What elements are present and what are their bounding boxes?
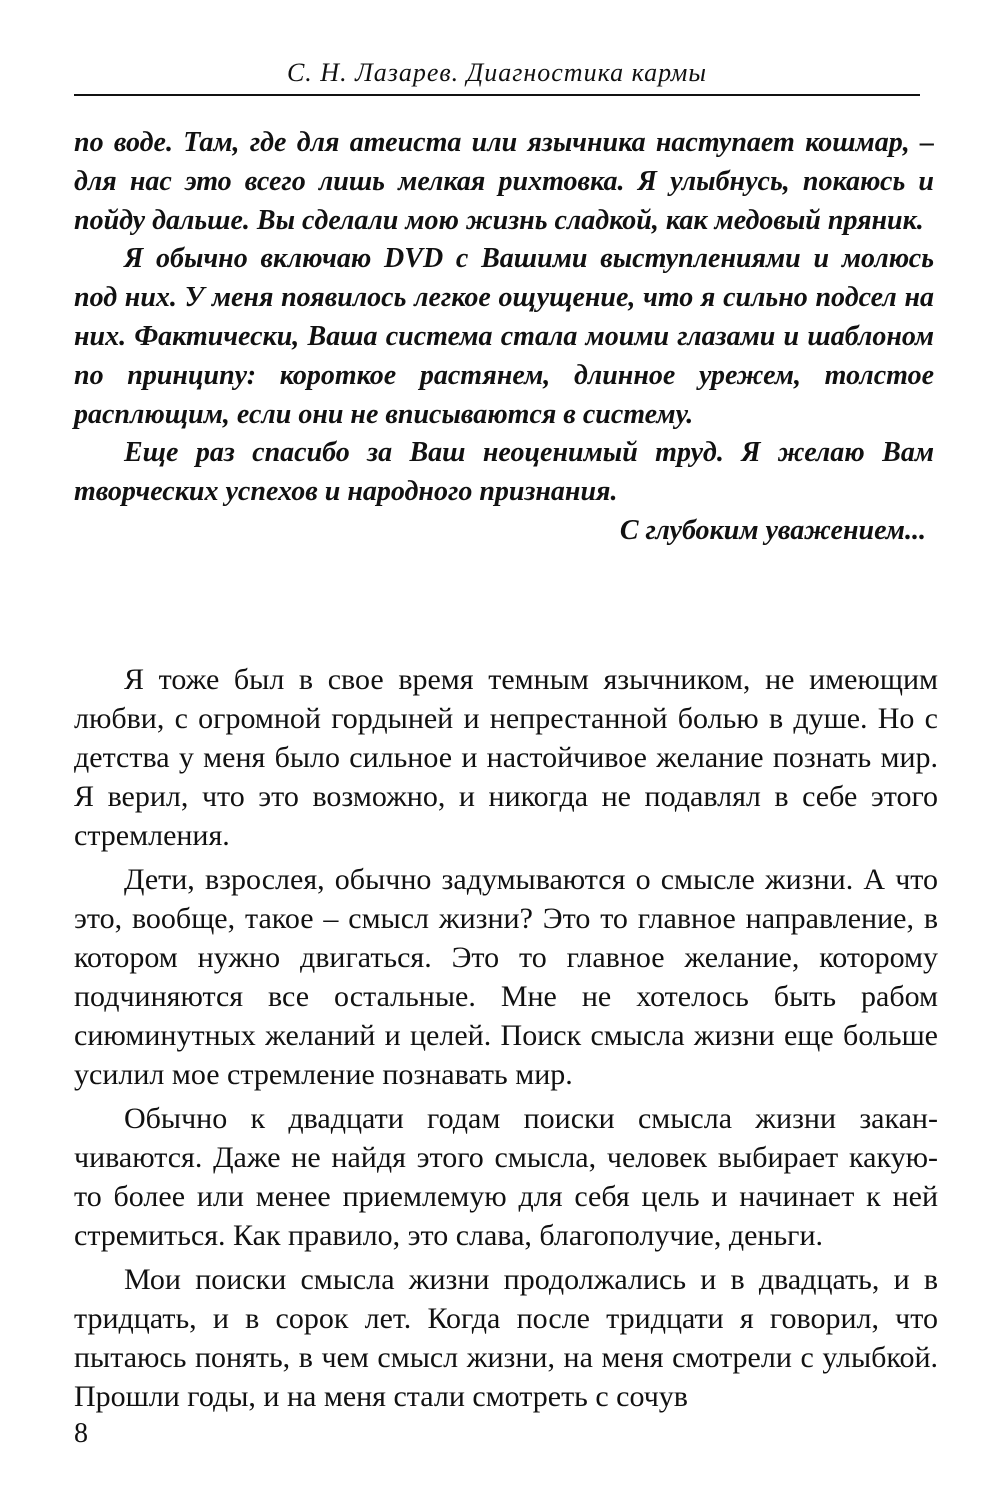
body-paragraph: Дети, взрослея, обычно задумываются о смысле жизни. А что это, вообще, такое – смысл жизни? Это то главное направление, в котором нужно двигаться. Это то главное желание, которому подчиняются все остальные. Мне не хотелось быть рабом сиюминутных желаний и целей. Поиск смысла жизни еще больше усилил мое стремление познавать мир. [74,863,938,1091]
letter-paragraph: по воде. Там, где для атеиста или язычника наступает кошмар, – для нас это всего лишь мелкая рихтовка. Я улыбнусь, покаюсь и пойду дальше. Вы сделали мою жизнь сладкой, как медовый пряник. [74,127,934,236]
letter-signoff: С глубоким уважением... [619,514,926,546]
page-number: 8 [74,1418,88,1449]
quoted-letter [74,124,934,551]
body-paragraph: Обычно к двадцати годам поиски смысла жизни заканчиваются. Даже не найдя этого смысла, человек выбирает какую-то более или менее приемлемую для себя цель и начинает к ней стремиться. Как правило, это слава, благополучие, деньги. [74,1102,938,1252]
body-paragraph: Я тоже был в свое время темным язычником, не имеющим любви, с огромной гордыней и непрестанной болью в душе. Но с детства у меня было сильное и настойчивое желание познать мир. Я верил, что это возможно, и никогда не подавлял в себе этого стремления. [74,663,938,852]
running-title: С. Н. Лазарев. Диагностика кармы [286,58,708,87]
letter-paragraph: Еще раз спасибо за Ваш неоценимый труд. Я желаю Вам творческих успехов и народного признания. [74,437,934,508]
letter-paragraph: Я обычно включаю DVD с Вашими выступлениями и молюсь под них. У меня появилось легкое ощущение, что я сильно подсел на них. Фактически, Ваша система стала моими глазами и шаблоном по принципу: короткое растянем, длинное урежем, толстое расплющим, если они не вписываются в систему. [74,243,934,430]
running-header [74,58,920,96]
main-text [74,660,938,1421]
body-paragraph: Мои поиски смысла жизни продолжались и в двадцать, и в тридцать, и в сорок лет. Когда после тридцати я говорил, что пытаюсь понять, в чем смысл жизни, на меня смотрели с улыбкой. Прошли годы, и на меня стали смотреть с сочув [74,1263,938,1413]
